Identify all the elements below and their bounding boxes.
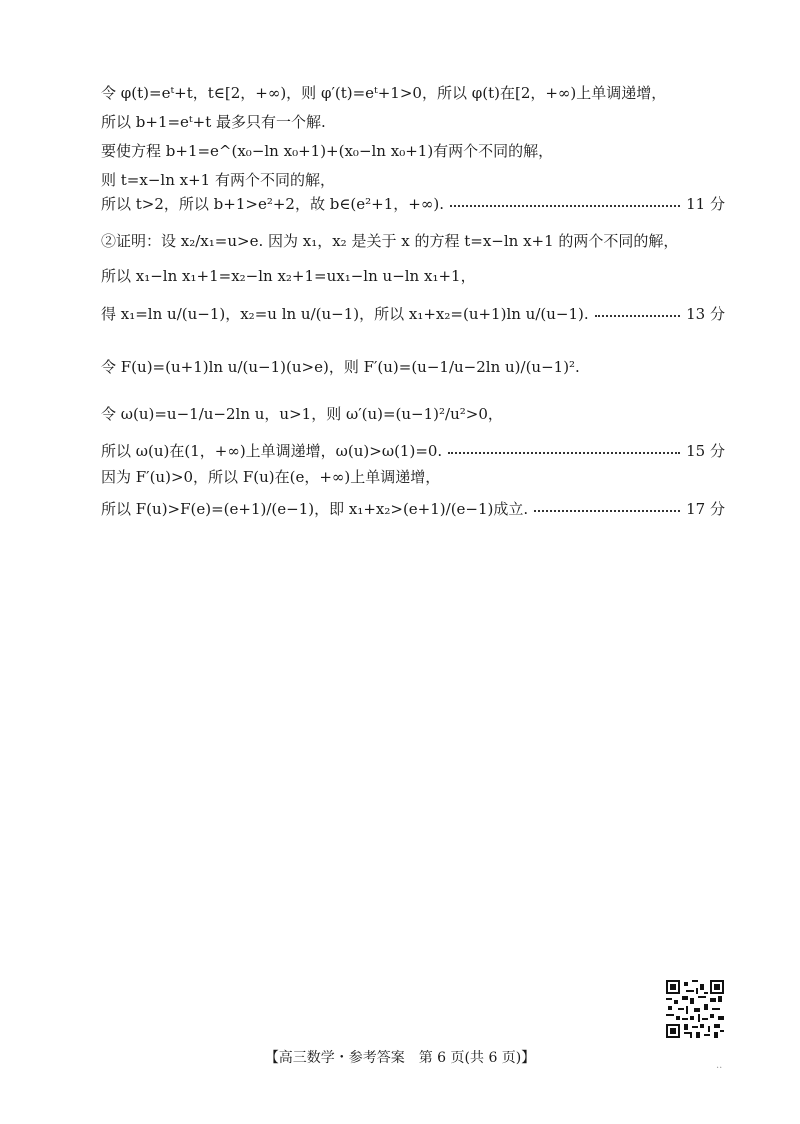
dot-leader: [595, 315, 681, 317]
line-3: 要使方程 b+1=e^(x₀−ln x₀+1)+(x₀−ln x₀+1)有两个不同的解，: [101, 142, 554, 160]
dot-leader: [534, 510, 680, 512]
line-2: 所以 b+1=eᵗ+t 最多只有一个解.: [101, 113, 326, 131]
score-11: 11 分: [686, 195, 725, 213]
line-11: [101, 440, 725, 462]
line-13-text: 所以 F(u)>F(e)=(e+1)/(e−1)，即 x₁+x₂>(e+1)/(e−1)成立.: [101, 500, 529, 518]
line-4: 则 t=x−ln x+1 有两个不同的解，: [101, 171, 335, 189]
line-5-text: 所以 t>2，所以 b+1>e²+2，故 b∈(e²+1，+∞).: [101, 195, 444, 213]
line-12: 因为 F′(u)>0，所以 F(u)在(e，+∞)上单调递增，: [101, 468, 441, 486]
page-footer: 【高三数学・参考答案 第 6 页(共 6 页)】: [264, 1050, 536, 1066]
line-7: 所以 x₁−ln x₁+1=x₂−ln x₂+1=ux₁−ln u−ln x₁+1，: [101, 267, 476, 285]
line-13: [101, 498, 725, 520]
line-6: ②证明：设 x₂/x₁=u>e. 因为 x₁，x₂ 是关于 x 的方程 t=x−ln x+1 的两个不同的解，: [101, 232, 679, 250]
line-8-text: 得 x₁=ln u/(u−1)，x₂=u ln u/(u−1)，所以 x₁+x₂=(u+1)ln u/(u−1).: [101, 305, 589, 323]
dot-leader: [448, 452, 680, 454]
qr-code-icon: [666, 980, 724, 1038]
line-10: 令 ω(u)=u−1/u−2ln u，u>1，则 ω′(u)=(u−1)²/u²>0，: [101, 405, 503, 423]
dot-leader: [450, 205, 680, 207]
line-1: 令 φ(t)=eᵗ+t，t∈[2，+∞)，则 φ′(t)=eᵗ+1>0，所以 φ(t)在[2，+∞)上单调递增，: [101, 84, 667, 102]
line-5: [101, 193, 725, 215]
line-9: 令 F(u)=(u+1)ln u/(u−1)(u>e)，则 F′(u)=(u−1/u−2ln u)/(u−1)².: [101, 358, 580, 376]
corner-mark: ..: [716, 1060, 723, 1071]
score-17: 17 分: [686, 500, 725, 518]
score-15: 15 分: [686, 442, 725, 460]
line-8: [101, 303, 725, 325]
score-13: 13 分: [686, 305, 725, 323]
line-11-text: 所以 ω(u)在(1，+∞)上单调递增，ω(u)>ω(1)=0.: [101, 442, 443, 460]
